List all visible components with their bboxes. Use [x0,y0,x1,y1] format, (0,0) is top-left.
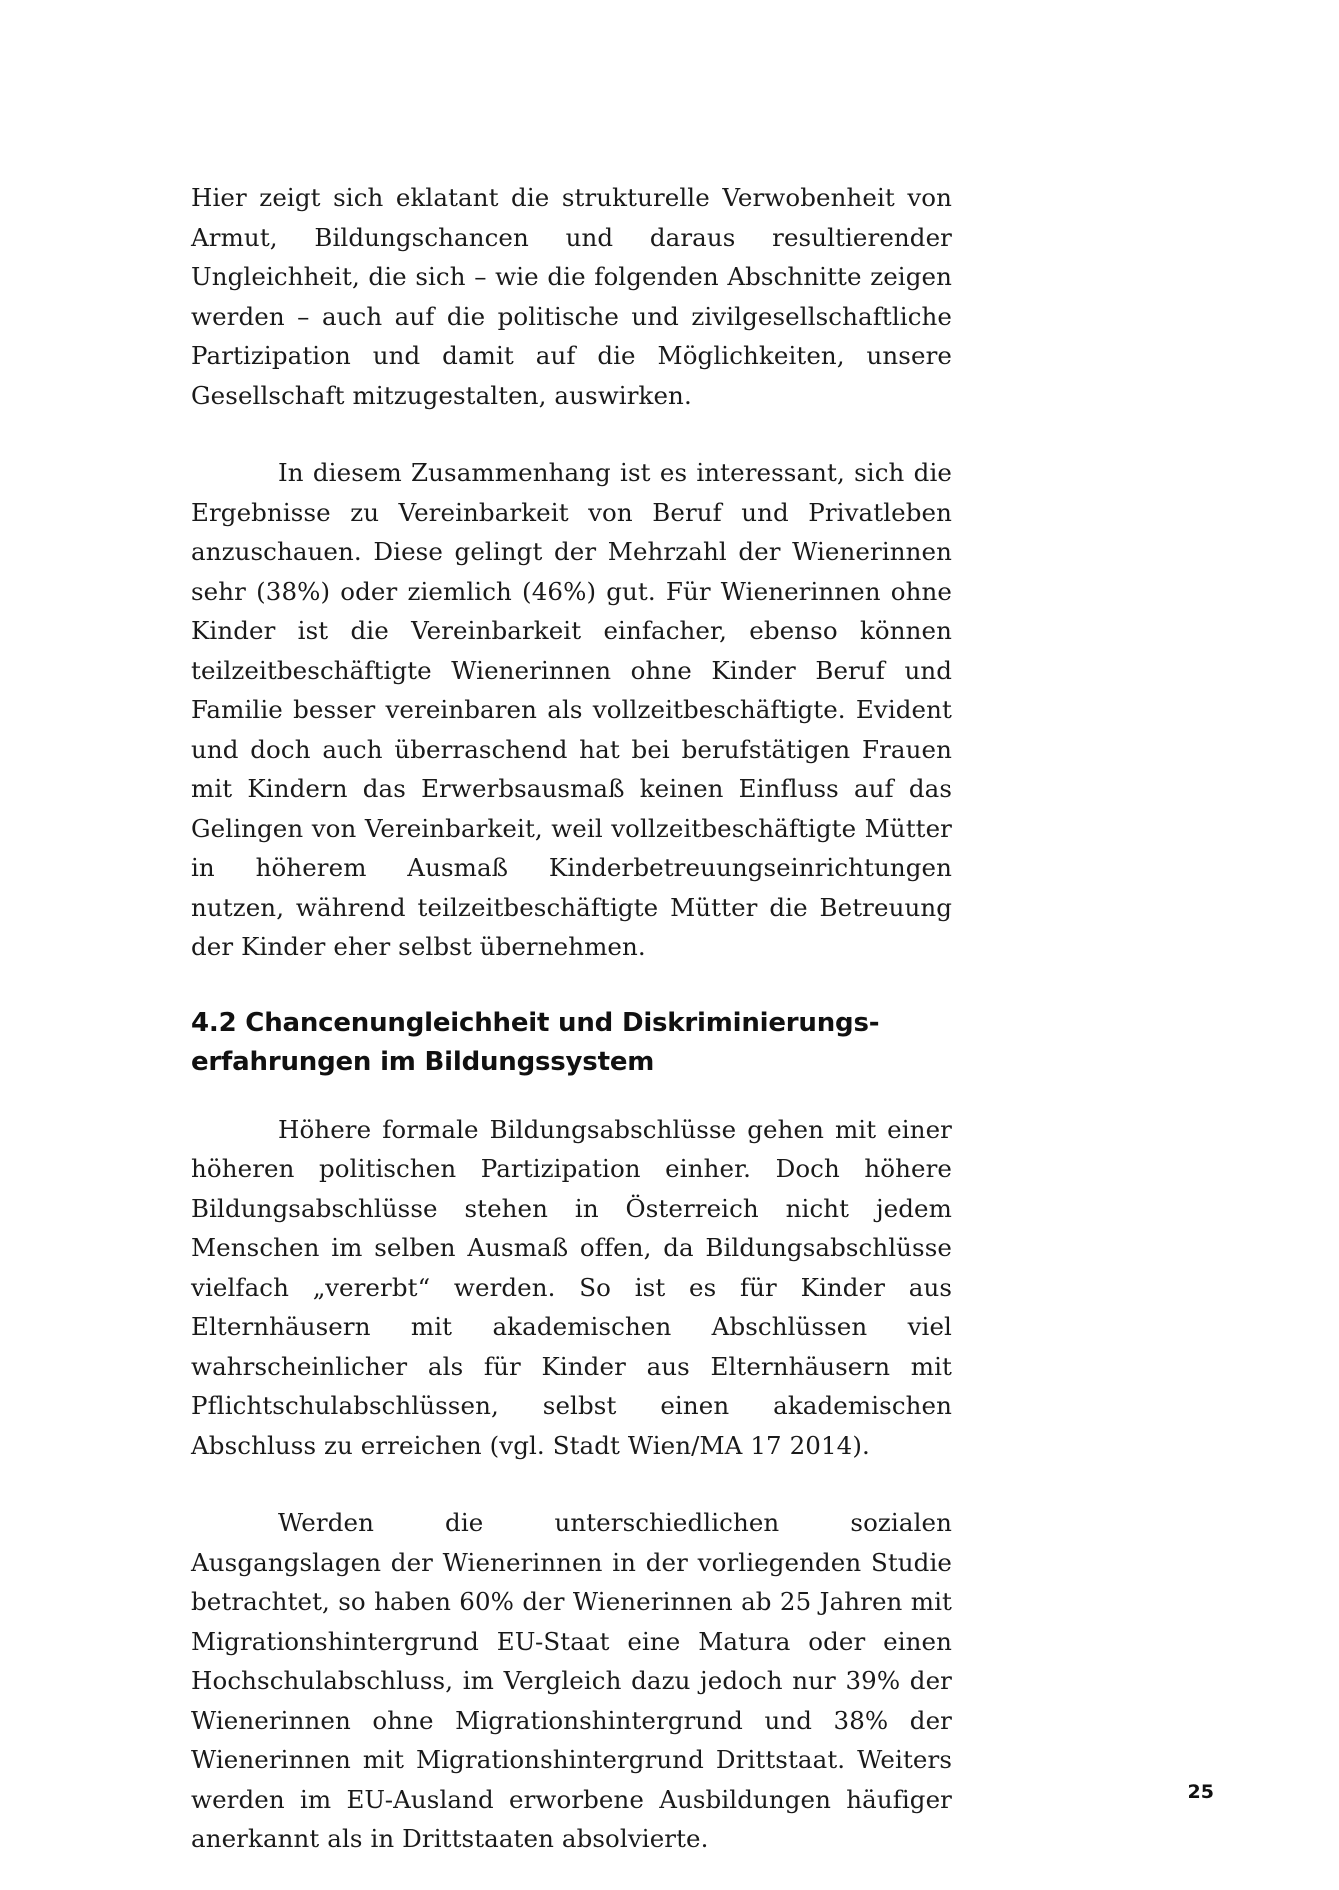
section-heading [191,1004,952,1082]
text-column [191,178,952,1859]
paragraph-bildungsabschluesse: Höhere formale Bildungsabschlüsse gehen mit einer höheren politischen Partizipation einher. Doch höhere Bildungsabschlüsse stehen in Österreich nicht jedem Menschen im selben Ausmaß offen, da Bildungsabschlüsse vielfach „vererbt“ werden. So ist es für Kinder aus Elternhäusern mit akademischen Abschlüssen viel wahrscheinlicher als für Kinder aus Elternhäusern mit Pflichtschulabschlüssen, selbst einen akademischen Abschluss zu erreichen (vgl. Stadt Wien/MA 17 2014). [191,1114,952,1460]
paragraph-armut-bildungschancen: Hier zeigt sich eklatant die strukturelle Verwobenheit von Armut, Bildungschancen und daraus resultierender Ungleichheit, die sich – wie die folgenden Abschnitte zeigen werden – auch auf die politische und zivilgesellschaftliche Partizipation und damit auf die Möglichkeiten, unsere Gesellschaft mitzugestalten, auswirken. [191,183,952,410]
paragraph-soziale-ausgangslagen: Werden die unterschiedlichen sozialen Ausgangslagen der Wienerinnen in der vorliegenden Studie betrachtet, so haben 60% der Wienerinnen ab 25 Jahren mit Migrationshintergrund EU-Staat eine Matura oder einen Hochschulabschluss, im Vergleich dazu jedoch nur 39% der Wienerinnen ohne Migrationshintergrund und 38% der Wienerinnen mit Migrationshintergrund Drittstaat. Weiters werden im EU-Ausland erworbene Ausbildungen häufiger anerkannt als in Drittstaaten absolvierte. [191,1508,952,1853]
section-heading-line-1: 4.2 Chancenungleichheit und Diskriminierungs- [191,1007,880,1038]
page-number: 25 [1187,1781,1214,1803]
section-heading-line-2: erfahrungen im Bildungssystem [191,1046,655,1077]
paragraph-vereinbarkeit: In diesem Zusammenhang ist es interessant, sich die Ergebnisse zu Vereinbarkeit von Beruf und Privatleben anzuschauen. Diese gelingt der Mehrzahl der Wienerinnen sehr (38%) oder ziemlich (46%) gut. Für Wienerinnen ohne Kinder ist die Vereinbarkeit einfacher, ebenso können teilzeitbeschäftigte Wienerinnen ohne Kinder Beruf und Familie besser vereinbaren als vollzeitbeschäftigte. Evident und doch auch überraschend hat bei berufstätigen Frauen mit Kindern das Erwerbsausmaß keinen Einfluss auf das Gelingen von Vereinbarkeit, weil vollzeitbeschäftigte Mütter in höherem Ausmaß Kinderbetreuungseinrichtungen nutzen, während teilzeitbeschäftigte Mütter die Betreuung der Kinder eher selbst übernehmen. [191,458,952,961]
